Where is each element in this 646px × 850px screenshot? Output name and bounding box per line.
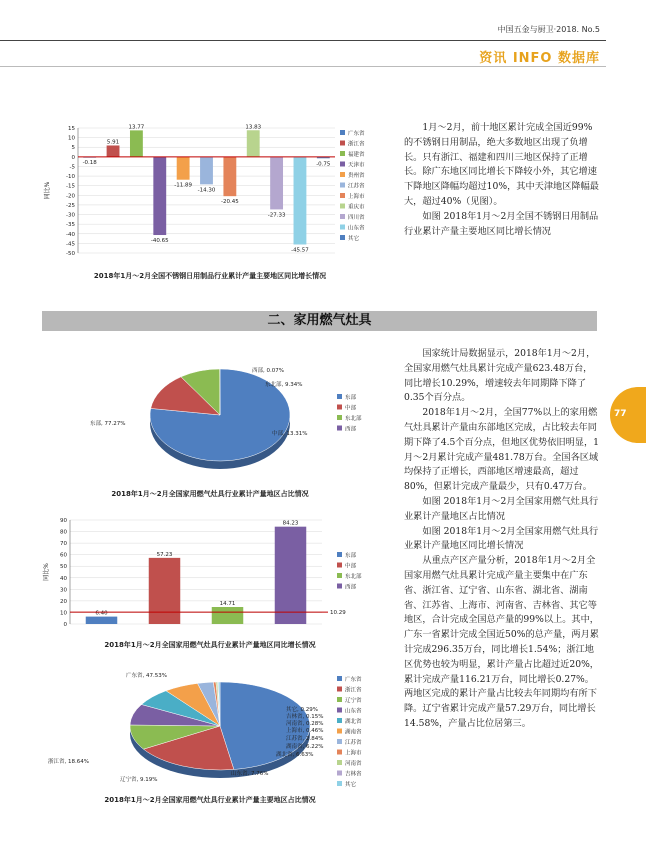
data-label: 5.91 xyxy=(106,139,120,146)
text-block-right xyxy=(404,347,600,732)
legend-label: 湖北省 xyxy=(345,719,362,725)
bar xyxy=(177,157,190,180)
slice-label: 广东省, 47.53% xyxy=(126,673,167,679)
legend-swatch xyxy=(337,563,342,568)
bar xyxy=(86,617,118,624)
y-axis-label: 同比% xyxy=(43,563,50,581)
paragraph: 如图 2018年1月～2月全国家用燃气灶具行业累计产量地区同比增长情况 xyxy=(404,525,599,552)
y-tick-label: -15 xyxy=(66,183,75,190)
chart1-caption: 2018年1月～2月全国不锈钢日用制品行业累计产量主要地区同比增长情况 xyxy=(93,272,327,280)
y-tick-label: 60 xyxy=(60,552,67,559)
slice-label: 东北部, 9.34% xyxy=(265,382,303,388)
legend-label: 四川省 xyxy=(348,215,365,221)
bar xyxy=(223,157,236,196)
y-tick-label: -30 xyxy=(66,212,75,219)
reference-label: 10.29 xyxy=(330,610,346,617)
chart-stainless-growth xyxy=(40,118,380,268)
legend-label: 浙江省 xyxy=(348,141,365,148)
slice-label: 山东省, 7.76% xyxy=(231,771,269,777)
y-tick-label: 40 xyxy=(60,575,67,582)
legend-label: 上海市 xyxy=(348,194,365,200)
y-tick-label: -20 xyxy=(66,193,75,200)
legend-swatch xyxy=(340,183,345,188)
data-label: 13.83 xyxy=(245,124,262,131)
legend-label: 中部 xyxy=(345,563,357,570)
legend-label: 重庆市 xyxy=(348,204,365,211)
paragraph: 如图 2018年1月～2月全国不锈钢日用制品行业累计产量主要地区同比增长情况 xyxy=(404,210,599,237)
legend-label: 湖南省 xyxy=(345,729,362,736)
bar xyxy=(275,527,307,624)
y-tick-label: 0 xyxy=(63,622,67,628)
bar xyxy=(200,157,213,185)
paragraph: 2018年1月～2月，全国77%以上的家用燃气灶具累计产量由东部地区完成，占比较去年同期下降了4.5个百分点，但地区优势依旧明显，1月～2月累计完成产量481.78万台。全国各区域均保持了正增长，西部地区增速最高，超过80%，但累计完成产量最少，只有0.47万台。 xyxy=(404,407,600,493)
legend-label: 河南省 xyxy=(345,761,362,767)
legend-label: 其它 xyxy=(348,236,360,242)
y-tick-label: -25 xyxy=(66,202,75,209)
slice-label: 其它, 0.29% xyxy=(286,707,318,713)
data-label: 6.40 xyxy=(95,610,108,617)
data-label: 13.77 xyxy=(128,124,145,131)
text-block-top xyxy=(404,121,600,239)
legend-swatch xyxy=(340,141,345,146)
legend-label: 贵州省 xyxy=(348,173,365,179)
legend-label: 西部 xyxy=(345,584,357,591)
legend-label: 吉林省 xyxy=(345,771,362,778)
legend-label: 中部 xyxy=(345,405,357,412)
y-tick-label: 10 xyxy=(60,610,67,617)
legend-label: 上海市 xyxy=(345,750,362,757)
legend-label: 东北部 xyxy=(345,574,362,580)
legend-swatch xyxy=(337,781,342,786)
y-tick-label: 90 xyxy=(60,518,67,524)
y-tick-label: 30 xyxy=(60,587,67,594)
journal-header: 中国五金与厨卫·2018. No.5 xyxy=(497,25,600,34)
paragraph: 从重点产区产量分析，2018年1月～2月全国家用燃气灶具累计完成产量主要集中在广东省、浙江省、辽宁省、山东省、湖北省、湖南省、江苏省、上海市、河南省、吉林省、其它等地区，合计完成全国总产量的99%以上。其中，广东一省累计完成全国近50%的总产量，两月累计完成296.35万台，同比增长1.54%；浙江地区优势也较为明显，累计产量占比超过近20%，累计完成产量116.21万台，同比增长0.27%。两地区完成的累计产量占比较去年同期均有所下降。辽宁省累计完成产量57.29万台，同比增长14.58%，产量占比位居第三。 xyxy=(404,555,599,729)
bar xyxy=(294,157,307,245)
legend-label: 东部 xyxy=(345,395,357,401)
paragraph: 1月～2月，前十地区累计完成全国近99%的不锈钢日用制品，绝大多数地区出现了负增长。只有浙江、福建和四川三地区保持了正增长。除广东地区同比增长下降较小外，其它增速下降地区降幅均超过10%，其中天津地区降幅最大，超过40%（见图）。 xyxy=(404,122,599,207)
slice-label: 湖北省, 6.63% xyxy=(276,752,314,758)
legend-label: 其它 xyxy=(345,782,357,788)
data-label: -0.18 xyxy=(82,160,97,167)
legend-swatch xyxy=(340,204,345,209)
legend-label: 辽宁省 xyxy=(345,698,362,704)
y-tick-label: 0 xyxy=(71,154,75,161)
y-tick-label: -45 xyxy=(66,241,75,248)
legend-swatch xyxy=(340,225,345,230)
bar xyxy=(107,145,120,156)
page-number: 77 xyxy=(614,409,627,419)
slice-label: 辽宁省, 9.19% xyxy=(120,777,158,783)
slice-label: 上海市, 0.46% xyxy=(286,728,324,734)
legend-swatch xyxy=(337,584,342,589)
chart-region-share-pie xyxy=(40,345,380,485)
legend-swatch xyxy=(337,676,342,681)
y-axis-label: 同比% xyxy=(44,181,51,200)
legend-swatch xyxy=(337,573,342,578)
y-tick-label: 10 xyxy=(68,135,75,142)
legend-swatch xyxy=(337,750,342,755)
bar xyxy=(247,130,260,157)
chart3-caption: 2018年1月～2月全国家用燃气灶具行业累计产量地区同比增长情况 xyxy=(104,641,316,649)
legend-swatch xyxy=(337,426,342,431)
legend-label: 广东省 xyxy=(348,131,365,137)
chart-region-growth-bar xyxy=(40,512,380,632)
section-heading-bar xyxy=(42,311,597,331)
section-header-rule xyxy=(0,66,606,67)
legend-swatch xyxy=(337,708,342,713)
bar xyxy=(270,157,283,210)
data-label: 57.23 xyxy=(156,551,173,558)
data-label: 14.71 xyxy=(219,601,236,608)
slice-label: 吉林省, 0.15% xyxy=(286,714,324,720)
y-tick-label: 50 xyxy=(60,564,67,571)
legend-label: 浙江省 xyxy=(345,687,362,694)
data-label: -11.89 xyxy=(174,182,193,189)
y-tick-label: -40 xyxy=(66,231,75,238)
slice-label: 中部, 13.31% xyxy=(272,431,308,437)
bar xyxy=(153,157,166,235)
legend-swatch xyxy=(337,729,342,734)
y-tick-label: 80 xyxy=(60,529,67,536)
legend-swatch xyxy=(337,771,342,776)
legend-swatch xyxy=(340,235,345,240)
y-tick-label: -5 xyxy=(69,164,75,171)
legend-swatch xyxy=(337,739,342,744)
legend-swatch xyxy=(337,415,342,420)
legend-label: 山东省 xyxy=(345,708,362,715)
data-label: -20.45 xyxy=(220,199,239,206)
legend-swatch xyxy=(340,151,345,156)
legend-swatch xyxy=(337,760,342,765)
y-tick-label: -10 xyxy=(66,174,75,181)
legend-swatch xyxy=(340,172,345,177)
legend-swatch xyxy=(337,394,342,399)
legend-swatch xyxy=(337,405,342,410)
section-heading: 二、家用燃气灶具 xyxy=(267,313,372,328)
chart4-caption: 2018年1月～2月全国家用燃气灶具行业累计产量主要地区占比情况 xyxy=(104,796,316,804)
data-label: -45.57 xyxy=(291,247,309,254)
bar xyxy=(130,130,143,156)
legend-label: 东部 xyxy=(345,553,357,559)
legend-label: 江苏省 xyxy=(345,740,362,746)
legend-swatch xyxy=(340,214,345,219)
y-tick-label: 15 xyxy=(68,126,75,132)
y-tick-label: -35 xyxy=(66,222,75,229)
slice-label: 河南省, 0.28% xyxy=(286,721,324,727)
slice-label: 湖南省, 6.22% xyxy=(286,744,324,750)
data-label: -14.30 xyxy=(197,187,216,194)
legend-label: 天津市 xyxy=(348,162,365,169)
data-label: -0.75 xyxy=(316,161,331,168)
legend-swatch xyxy=(340,193,345,198)
y-tick-label: 20 xyxy=(60,598,67,605)
legend-label: 东北部 xyxy=(345,416,362,422)
data-label: 84.23 xyxy=(282,520,299,527)
legend-swatch xyxy=(337,718,342,723)
legend-swatch xyxy=(340,162,345,167)
y-tick-label: -50 xyxy=(66,251,75,257)
paragraph: 国家统计局数据显示，2018年1月～2月，全国家用燃气灶具累计完成产量623.48万台，同比增长10.29%，增速较去年同期降下降了0.35个百分点。 xyxy=(404,348,596,404)
y-tick-label: 70 xyxy=(60,541,67,548)
section-header: 资讯 INFO 数据库 xyxy=(479,51,600,66)
legend-label: 广东省 xyxy=(345,677,362,683)
slice-label: 东部, 77.27% xyxy=(90,421,126,427)
data-label: -40.65 xyxy=(150,238,169,245)
legend-swatch xyxy=(337,552,342,557)
header-rule xyxy=(0,40,606,41)
legend-label: 江苏省 xyxy=(348,183,365,190)
slice-label: 浙江省, 18.64% xyxy=(48,759,89,765)
legend-swatch xyxy=(337,687,342,692)
slice-label: 西部, 0.07% xyxy=(252,368,284,374)
bar xyxy=(212,607,244,624)
slice-label: 江苏省, 2.84% xyxy=(286,736,324,742)
paragraph: 如图 2018年1月～2月全国家用燃气灶具行业累计产量地区占比情况 xyxy=(404,495,599,522)
legend-label: 福建省 xyxy=(348,152,365,158)
legend-label: 西部 xyxy=(345,426,357,433)
legend-swatch xyxy=(340,130,345,135)
chart2-caption: 2018年1月～2月全国家用燃气灶具行业累计产量地区占比情况 xyxy=(111,490,309,498)
legend-swatch xyxy=(337,697,342,702)
y-tick-label: 5 xyxy=(71,145,75,152)
chart-province-share-pie xyxy=(40,668,380,792)
bar xyxy=(149,558,181,624)
legend-label: 山东省 xyxy=(348,225,365,232)
data-label: -27.33 xyxy=(267,212,286,219)
